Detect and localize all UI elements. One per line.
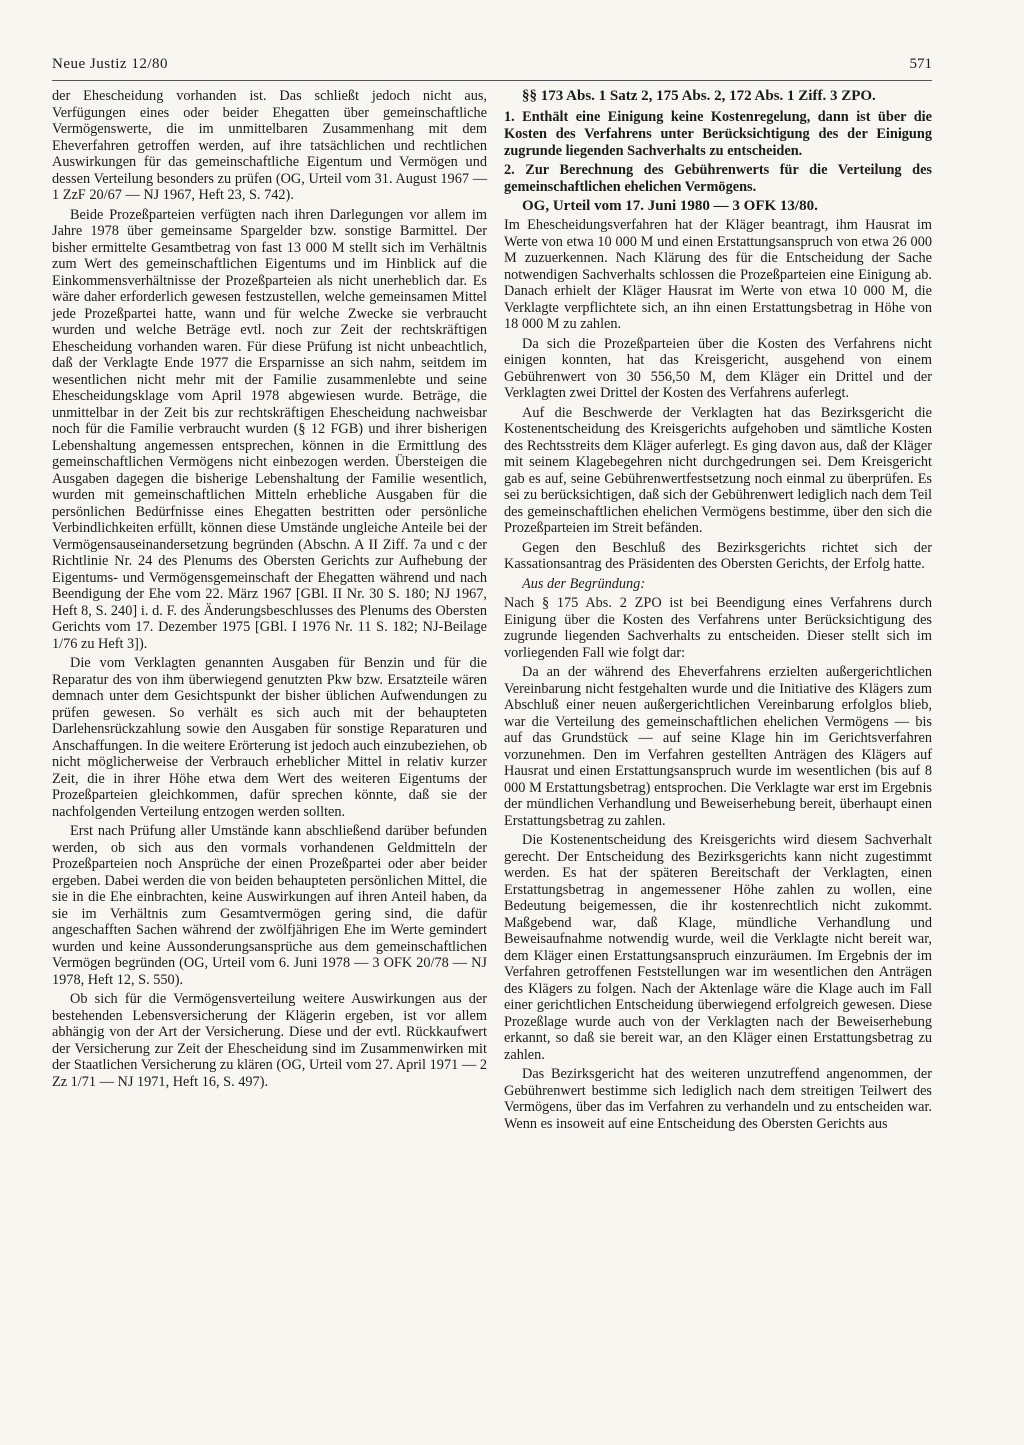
right-column — [504, 88, 932, 1135]
paragraph: Gegen den Beschluß des Bezirksgerichts richtet sich der Kassationsantrag des Präsidenten des Obersten Gerichts, der Erfolg hatte. — [504, 539, 932, 572]
paragraph: Beide Prozeßparteien verfügten nach ihren Darlegungen vor allem im Jahre 1978 über gemeinsame Spargelder bzw. sonstige Barmittel. Der bisher ermittelte Gesamtbetrag von fast 13 000 M stellt sich im Verhältnis zum Wert des gemeinschaftlichen Eigentums und im Hinblick auf die Einkommensverhältnisse der Prozeßparteien als nicht unerheblich dar. Es wäre daher erforderlich gewesen festzustellen, welche gemeinsamen Mittel jede Prozeßpartei hatte, wann und für welche Zwecke sie verbraucht wurden und welche Beträge evtl. noch zur Zeit der rechtskräftigen Ehescheidung vorhanden waren. Für diese Prüfung ist nicht unbeachtlich, daß der Verklagte Ende 1977 die Ersparnisse an sich nahm, seitdem im wesentlichen nicht mehr mit der Familie zusammenlebte und seine Ehescheidungsklage vom April 1978 abgewiesen wurde. Beträge, die unmittelbar in der Zeit bis zur rechtskräftigen Ehescheidung nachweisbar noch für die Familie verbraucht wurden (§ 12 FGB) und ihrer bisherigen Lebenshaltung angemessen entsprechen, können in die Ermittlung des gemeinschaftlichen Vermögens nicht einbezogen werden. Übersteigen die Ausgaben dagegen die bisherige Lebenshaltung der Familie wesentlich, wurden mit gemeinschaftlichen Mitteln erhebliche Ausgaben für die persönlichen Bedürfnisse eines Ehegatten bestritten oder persönliche Verbindlichkeiten erfüllt, können diese Umstände ungleiche Anteile bei der Vermögensauseinandersetzung begründen (Abschn. A II Ziff. 7a und c der Richtlinie Nr. 24 des Plenums des Obersten Gerichts zur Aufhebung der Eigentums- und Vermögensgemeinschaft der Ehegatten während und nach Beendigung der Ehe vom 22. März 1967 [GBl. II Nr. 30 S. 180; NJ 1967, Heft 8, S. 240] i. d. F. des Änderungsbeschlusses des Plenums des Obersten Gerichts vom 17. Dezember 1975 [GBl. I 1976 Nr. 11 S. 182; NJ-Beilage 1/76 zu Heft 3]). — [52, 206, 487, 652]
headnote: 1. Enthält eine Einigung keine Kostenregelung, dann ist über die Kosten des Verfahrens unter Berücksichtigung des der Einigung zugrunde liegenden Sachverhalts zu entscheiden. — [504, 108, 932, 159]
law-reference: §§ 173 Abs. 1 Satz 2, 175 Abs. 2, 172 Abs. 1 Ziff. 3 ZPO. — [522, 88, 876, 104]
paragraph: Erst nach Prüfung aller Umstände kann abschließend darüber befunden werden, ob sich aus den vormals vorhandenen Geldmitteln der Prozeßparteien noch Ansprüche der einen Prozeßpartei oder aber beider ergeben. Dabei werden die von beiden behaupteten persönlichen Mittel, die sie in die Ehe einbrachten, keine Auswirkungen auf ihren Anteil haben, da sie im Verhältnis zum Gesamtvermögen gering sind, die dafür angeschafften Sachen während der zwölfjährigen Ehe im Werte gemindert wurden und keine Aussonderungsansprüche aus dem gemeinschaftlichen Vermögen begründen (OG, Urteil vom 6. Juni 1978 — 3 OFK 20/78 — NJ 1978, Heft 12, S. 550). — [52, 823, 487, 988]
page-number: 571 — [909, 56, 932, 72]
paragraph: Da an der während des Eheverfahrens erzielten außergerichtlichen Vereinbarung nicht festgehalten wurde und die Initiative des Klägers zum Abschluß einer neuen außergerichtlichen Vereinbarung erfolglos blieb, war die Verteilung des gemeinschaftlichen ehelichen Vermögens — bis auf das Grundstück — auf seine Klage hin im Gerichtsverfahren vorzunehmen. Den im Verfahren gestellten Anträgen des Klägers auf Hausrat und einen Erstattungsanspruch wurde im wesentlichen (bis auf 8 000 M Erstattungsbetrag) entsprochen. Die Verklagte war erst im Ergebnis der mündlichen Verhandlung und Beweiserhebung bereit, überhaupt einen Erstattungsbetrag zu zahlen. — [504, 664, 932, 829]
paragraph: Im Ehescheidungsverfahren hat der Kläger beantragt, ihm Hausrat im Werte von etwa 10 000 M und einen Erstattungsanspruch von etwa 26 000 M zuzuerkennen. Nach Klärung des für die Entscheidung der Sache notwendigen Sachverhalts schlossen die Prozeßparteien eine Einigung ab. Danach erhielt der Kläger Hausrat im Werte von etwa 10 000 M, die Verklagte verpflichtete sich, an ihn einen Erstattungsbetrag in Höhe von 18 000 M zu zahlen. — [504, 217, 932, 332]
paragraph: Ob sich für die Vermögensverteilung weitere Auswirkungen aus der bestehenden Lebensversicherung der Klägerin ergeben, ist vor allem abhängig von der Art der Versicherung. Diese und der evtl. Rückkaufwert der Versicherung zur Zeit der Ehescheidung sind im Zusammenwirken mit der Staatlichen Versicherung zu klären (OG, Urteil vom 27. April 1971 — 2 Zz 1/71 — NJ 1971, Heft 16, S. 497). — [52, 991, 487, 1090]
paragraph: der Ehescheidung vorhanden ist. Das schließt jedoch nicht aus, Verfügungen eines oder beider Ehegatten über gemeinschaftliche Vermögenswerte, die im unmittelbaren Zusammenhang mit dem Eheverfahren getroffen werden, auf ihre tatsächlichen und rechtlichen Auswirkungen für das gemeinschaftliche Eigentum und Vermögen und dessen Verteilung besonders zu prüfen (OG, Urteil vom 31. August 1967 — 1 ZzF 20/67 — NJ 1967, Heft 23, S. 742). — [52, 88, 487, 203]
paragraph: Das Bezirksgericht hat des weiteren unzutreffend angenommen, der Gebührenwert bestimme sich lediglich nach dem streitigen Teilwert des Vermögens, über das im Verfahren zu verhandeln und zu entscheiden war. Wenn es insoweit auf eine Entscheidung des Obersten Gerichts aus — [504, 1066, 932, 1132]
left-column — [52, 88, 487, 1093]
paragraph: Die Kostenentscheidung des Kreisgerichts wird diesem Sachverhalt gerecht. Der Entscheidung des Bezirksgerichts kann nicht zugestimmt werden. Es hat der späteren Bereitschaft der Verklagten, einen Erstattungsbetrag in angemessener Höhe zahlen zu wollen, eine Bedeutung beigemessen, die ihr kostenrechtlich nicht zukommt. Maßgebend war, daß Klage, mündliche Verhandlung und Beweisaufnahme notwendig wurde, weil die Verklagte nicht bereit war, dem Kläger einen Erstattungsanspruch einzuräumen. Im Ergebnis der im Verfahren getroffenen Feststellungen war im wesentlichen den Anträgen des Klägers zu folgen. Nach der Aktenlage wäre die Klage auch im Fall einer gerichtlichen Entscheidung überwiegend erfolgreich gewesen. Diese Prozeßlage wurde auch von der Verklagten nach der Beweiserhebung erkannt, so daß sie bereit war, an den Kläger einen Erstattungsbetrag zu zahlen. — [504, 832, 932, 1063]
page-header — [52, 56, 932, 81]
court-citation: OG, Urteil vom 17. Juni 1980 — 3 OFK 13/80. — [522, 197, 818, 214]
headnote: 2. Zur Berechnung des Gebührenwerts für die Verteilung des gemeinschaftlichen ehelichen Vermögens. — [504, 161, 932, 195]
paragraph: Nach § 175 Abs. 2 ZPO ist bei Beendigung eines Verfahrens durch Einigung über die Kosten des Verfahrens unter Berücksichtigung des zugrunde liegenden Sachverhalts zu entscheiden. Dieser stellt sich im vorliegenden Fall wie folgt dar: — [504, 595, 932, 661]
journal-title: Neue Justiz 12/80 — [52, 56, 168, 72]
paragraph: Die vom Verklagten genannten Ausgaben für Benzin und für die Reparatur des von ihm überwiegend genutzten Pkw bzw. Ersatzteile wären demnach unter dem Gesichtspunkt der bisher üblichen Aufwendungen zu prüfen gewesen. So verhält es sich auch mit der behaupteten Darlehensrückzahlung sowie den Ausgaben für sonstige Reparaturen und Anschaffungen. In die weitere Erörterung ist jedoch auch einzubeziehen, ob nicht möglicherweise der Verbrauch erheblicher Mittel in relativ kurzer Zeit, die in ihrer Höhe etwa dem Wert des weiteren Eigentums der Prozeßparteien gleichkommen, dafür sprechen könnte, daß sie der nachfolgenden Verteilung entzogen werden sollten. — [52, 655, 487, 820]
paragraph: Da sich die Prozeßparteien über die Kosten des Verfahrens nicht einigen konnten, hat das Kreisgericht, ausgehend von einem Gebührenwert von 30 556,50 M, dem Kläger ein Drittel und der Verklagten zwei Drittel der Kosten des Verfahrens auferlegt. — [504, 335, 932, 401]
reasoning-heading: Aus der Begründung: — [522, 575, 646, 592]
paragraph: Auf die Beschwerde der Verklagten hat das Bezirksgericht die Kostenentscheidung des Kreisgerichts aufgehoben und sämtliche Kosten des Rechtsstreits dem Kläger auferlegt. Es ging davon aus, daß der Kläger mit seinem Klagebegehren nicht durchgedrungen sei. Dem Kreisgericht gab es auf, seine Gebührenwertfestsetzung noch einmal zu überprüfen. Es sei zu berücksichtigen, daß sich der Gebührenwert lediglich nach dem Teil des gemeinschaftlichen ehelichen Vermögens bestimme, über den sich die Prozeßparteien im Streit befänden. — [504, 404, 932, 536]
headnotes — [504, 109, 932, 196]
